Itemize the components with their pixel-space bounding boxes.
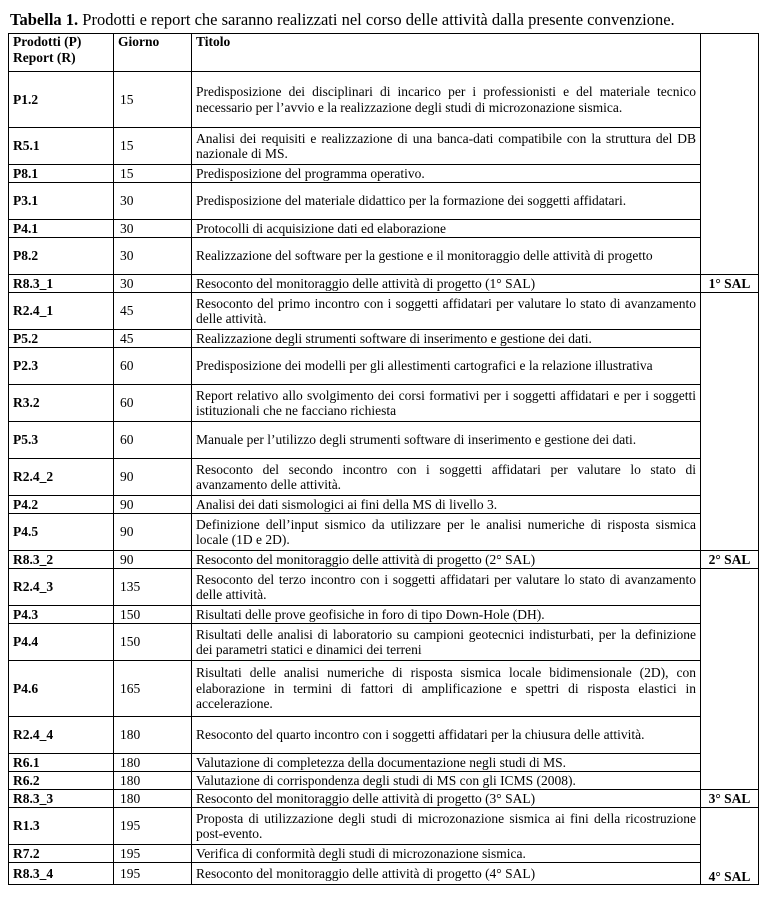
table-row	[9, 754, 759, 772]
product-day: 150	[114, 624, 192, 661]
product-title: Manuale per l’utilizzo degli strumenti software di inserimento e gestione dei dati.	[192, 422, 701, 459]
product-title: Definizione dell’input sismico da utilizzare per le analisi numeriche di risposta sismica locale (1D e 2D).	[192, 514, 701, 551]
table-row	[9, 183, 759, 220]
product-title: Proposta di utilizzazione degli studi di microzonazione sismica ai fini della ricostruzione post-evento.	[192, 808, 701, 845]
product-day: 180	[114, 790, 192, 808]
table-row	[9, 569, 759, 606]
table-body	[9, 34, 759, 885]
product-day: 60	[114, 348, 192, 385]
product-day: 165	[114, 661, 192, 717]
product-title: Resoconto del primo incontro con i soggetti affidatari per valutare lo stato di avanzamento delle attività.	[192, 293, 701, 330]
table-row	[9, 165, 759, 183]
sal-cell-blank	[701, 34, 759, 275]
product-title: Resoconto del quarto incontro con i soggetti affidatari per la chiusura delle attività.	[192, 717, 701, 754]
product-code: R2.4_3	[9, 569, 114, 606]
product-code: R2.4_4	[9, 717, 114, 754]
product-title: Verifica di conformità degli studi di microzonazione sismica.	[192, 845, 701, 863]
product-title: Predisposizione dei disciplinari di incarico per i professionisti e del materiale tecnico necessario per l’avvio e la realizzazione degli studi di microzonazione sismica.	[192, 72, 701, 128]
sal-milestone: 2° SAL	[701, 551, 759, 569]
product-title: Report relativo allo svolgimento dei corsi formativi per i soggetti affidatari e per i soggetti istituzionali che ne facciano richiesta	[192, 385, 701, 422]
product-day: 180	[114, 754, 192, 772]
product-title: Risultati delle analisi di laboratorio su campioni geotecnici indisturbati, per la definizione dei parametri statici e dinamici dei terreni	[192, 624, 701, 661]
product-day: 90	[114, 459, 192, 496]
product-code: R2.4_1	[9, 293, 114, 330]
product-code: R1.3	[9, 808, 114, 845]
product-title: Resoconto del terzo incontro con i soggetti affidatari per valutare lo stato di avanzamento delle attività.	[192, 569, 701, 606]
table-row	[9, 293, 759, 330]
product-day: 30	[114, 220, 192, 238]
table-row	[9, 772, 759, 790]
product-code: R6.1	[9, 754, 114, 772]
product-code: R8.3_2	[9, 551, 114, 569]
product-day: 195	[114, 845, 192, 863]
product-day: 15	[114, 72, 192, 128]
product-title: Predisposizione del programma operativo.	[192, 165, 701, 183]
product-code: P8.2	[9, 238, 114, 275]
product-day: 60	[114, 422, 192, 459]
caption-text: Prodotti e report che saranno realizzati nel corso delle attività dalla presente convenzione.	[78, 10, 675, 29]
table-row	[9, 348, 759, 385]
sal-cell-blank	[701, 293, 759, 551]
table-row	[9, 717, 759, 754]
table-row	[9, 606, 759, 624]
product-title: Protocolli di acquisizione dati ed elaborazione	[192, 220, 701, 238]
table-row	[9, 624, 759, 661]
product-title: Resoconto del monitoraggio delle attività di progetto (3° SAL)	[192, 790, 701, 808]
table-row	[9, 551, 759, 569]
product-title: Realizzazione degli strumenti software di inserimento e gestione dei dati.	[192, 330, 701, 348]
product-code: P4.6	[9, 661, 114, 717]
product-title: Risultati delle analisi numeriche di risposta sismica locale bidimensionale (2D), con elaborazione in termini di fattori di amplificazione e spettri di risposta elastici in accelerazione.	[192, 661, 701, 717]
products-reports-table	[8, 33, 759, 885]
product-title: Analisi dei dati sismologici ai fini della MS di livello 3.	[192, 496, 701, 514]
product-day: 45	[114, 293, 192, 330]
product-code: R6.2	[9, 772, 114, 790]
product-code: R8.3_1	[9, 275, 114, 293]
sal-cell-blank	[701, 569, 759, 790]
table-row	[9, 275, 759, 293]
product-day: 90	[114, 551, 192, 569]
product-title: Analisi dei requisiti e realizzazione di una banca-dati compatibile con la struttura del DB nazionale di MS.	[192, 128, 701, 165]
product-day: 30	[114, 183, 192, 220]
header-products-reports: Prodotti (P) Report (R)	[9, 34, 114, 72]
product-code: P4.5	[9, 514, 114, 551]
product-day: 180	[114, 717, 192, 754]
product-code: P1.2	[9, 72, 114, 128]
table-row	[9, 330, 759, 348]
product-code: P5.2	[9, 330, 114, 348]
product-code: R3.2	[9, 385, 114, 422]
table-row	[9, 128, 759, 165]
product-day: 15	[114, 128, 192, 165]
product-code: R8.3_3	[9, 790, 114, 808]
product-title: Predisposizione del materiale didattico per la formazione dei soggetti affidatari.	[192, 183, 701, 220]
product-day: 195	[114, 808, 192, 845]
product-day: 135	[114, 569, 192, 606]
header-title: Titolo	[192, 34, 701, 72]
table-row	[9, 238, 759, 275]
product-title: Resoconto del monitoraggio delle attività di progetto (4° SAL)	[192, 863, 701, 885]
table-row	[9, 220, 759, 238]
product-title: Resoconto del monitoraggio delle attività di progetto (1° SAL)	[192, 275, 701, 293]
product-code: P3.1	[9, 183, 114, 220]
product-code: P5.3	[9, 422, 114, 459]
product-title: Valutazione di corrispondenza degli studi di MS con gli ICMS (2008).	[192, 772, 701, 790]
product-title: Resoconto del monitoraggio delle attività di progetto (2° SAL)	[192, 551, 701, 569]
product-day: 45	[114, 330, 192, 348]
table-row	[9, 496, 759, 514]
product-day: 90	[114, 514, 192, 551]
header-day: Giorno	[114, 34, 192, 72]
product-title: Realizzazione del software per la gestione e il monitoraggio delle attività di progetto	[192, 238, 701, 275]
product-code: P2.3	[9, 348, 114, 385]
product-code: P4.4	[9, 624, 114, 661]
product-code: P4.2	[9, 496, 114, 514]
sal-milestone: 3° SAL	[701, 790, 759, 808]
table-row	[9, 863, 759, 885]
product-day: 90	[114, 496, 192, 514]
table-row	[9, 808, 759, 845]
product-code: P4.3	[9, 606, 114, 624]
product-title: Valutazione di completezza della documentazione negli studi di MS.	[192, 754, 701, 772]
product-day: 15	[114, 165, 192, 183]
product-title: Risultati delle prove geofisiche in foro di tipo Down-Hole (DH).	[192, 606, 701, 624]
product-day: 30	[114, 238, 192, 275]
table-row	[9, 422, 759, 459]
product-day: 30	[114, 275, 192, 293]
product-code: R8.3_4	[9, 863, 114, 885]
product-title: Resoconto del secondo incontro con i soggetti affidatari per valutare lo stato di avanzamento delle attività.	[192, 459, 701, 496]
product-code: R7.2	[9, 845, 114, 863]
table-row	[9, 661, 759, 717]
product-day: 195	[114, 863, 192, 885]
product-day: 150	[114, 606, 192, 624]
table-row	[9, 790, 759, 808]
sal-milestone: 1° SAL	[701, 275, 759, 293]
table-row	[9, 72, 759, 128]
header-row	[9, 34, 759, 72]
table-caption	[10, 10, 675, 30]
product-code: R5.1	[9, 128, 114, 165]
product-day: 180	[114, 772, 192, 790]
table-row	[9, 845, 759, 863]
product-code: R2.4_2	[9, 459, 114, 496]
product-title: Predisposizione dei modelli per gli allestimenti cartografici e la relazione illustrativa	[192, 348, 701, 385]
table-row	[9, 514, 759, 551]
table-row	[9, 459, 759, 496]
product-code: P4.1	[9, 220, 114, 238]
table-row	[9, 385, 759, 422]
product-day: 60	[114, 385, 192, 422]
product-code: P8.1	[9, 165, 114, 183]
caption-label: Tabella 1.	[10, 10, 79, 29]
sal-milestone: 4° SAL	[701, 808, 759, 885]
